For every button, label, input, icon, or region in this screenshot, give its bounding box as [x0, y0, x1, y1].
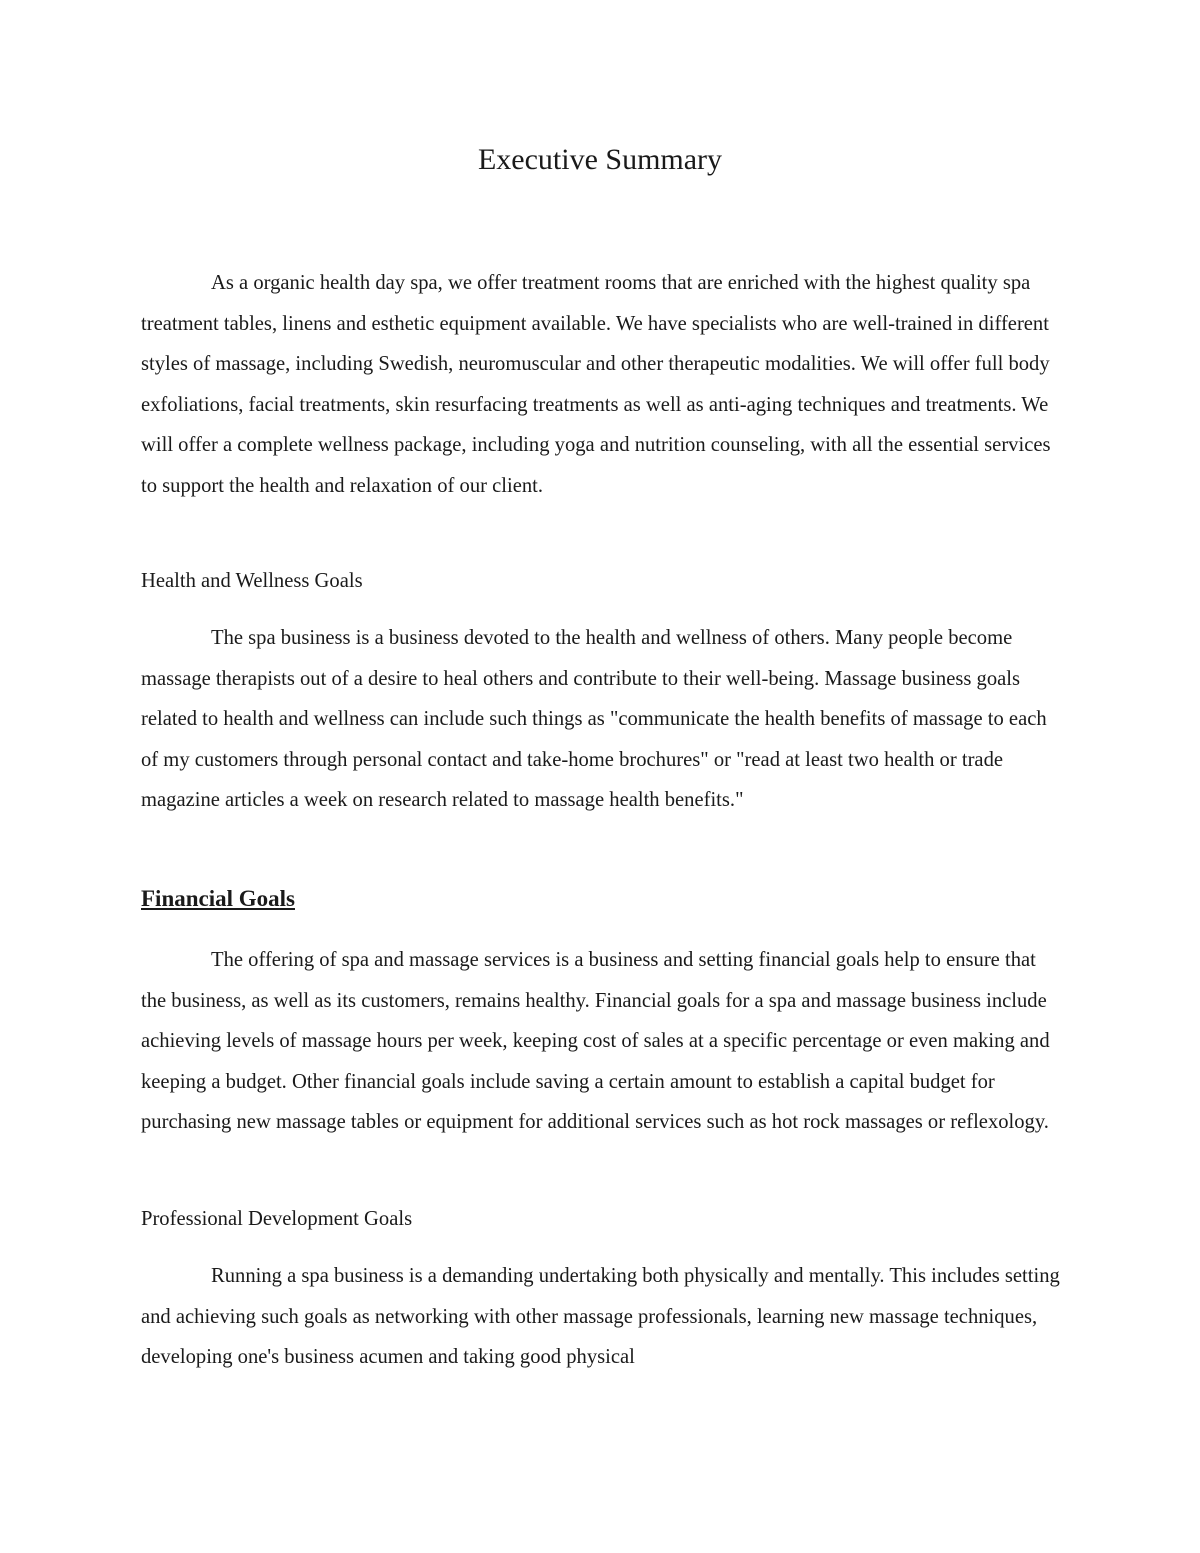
- paragraph-intro: As a organic health day spa, we offer treatment rooms that are enriched with the highest quality spa treatment tables, linens and esthetic equipment available. We have specialists who are well-trained in different styles of massage, including Swedish, neuromuscular and other therapeutic modalities. We will offer full body exfoliations, facial treatments, skin resurfacing treatments as well as anti-aging techniques and treatments. We will offer a complete wellness package, including yoga and nutrition counseling, with all the essential services to support the health and relaxation of our client.: [141, 272, 1051, 497]
- heading-professional-development-goals: Professional Development Goals: [141, 1208, 413, 1230]
- paragraph-health-wellness: The spa business is a business devoted to the health and wellness of others. Many people become massage therapists out of a desire to heal others and contribute to their well-being. Massage business goals related to health and wellness can include such things as "communicate the health benefits of massage to each of my customers through personal contact and take-home brochures" or "read at least two health or trade magazine articles a week on research related to massage health benefits.": [141, 627, 1047, 811]
- paragraph-financial: The offering of spa and massage services is a business and setting financial goals help to ensure that the business, as well as its customers, remains healthy. Financial goals for a spa and massage business include achieving levels of massage hours per week, keeping cost of sales at a specific percentage or even making and keeping a budget. Other financial goals include saving a certain amount to establish a capital budget for purchasing new massage tables or equipment for additional services such as hot rock massages or reflexology.: [141, 949, 1050, 1133]
- document-title: Executive Summary: [477, 143, 723, 176]
- heading-health-wellness-goals: Health and Wellness Goals: [141, 570, 363, 592]
- paragraph-professional: Running a spa business is a demanding undertaking both physically and mentally. This includes setting and achieving such goals as networking with other massage professionals, learning new massage techniques, developing one's business acumen and taking good physical: [141, 1265, 1060, 1368]
- heading-financial-goals: Financial Goals: [141, 886, 295, 911]
